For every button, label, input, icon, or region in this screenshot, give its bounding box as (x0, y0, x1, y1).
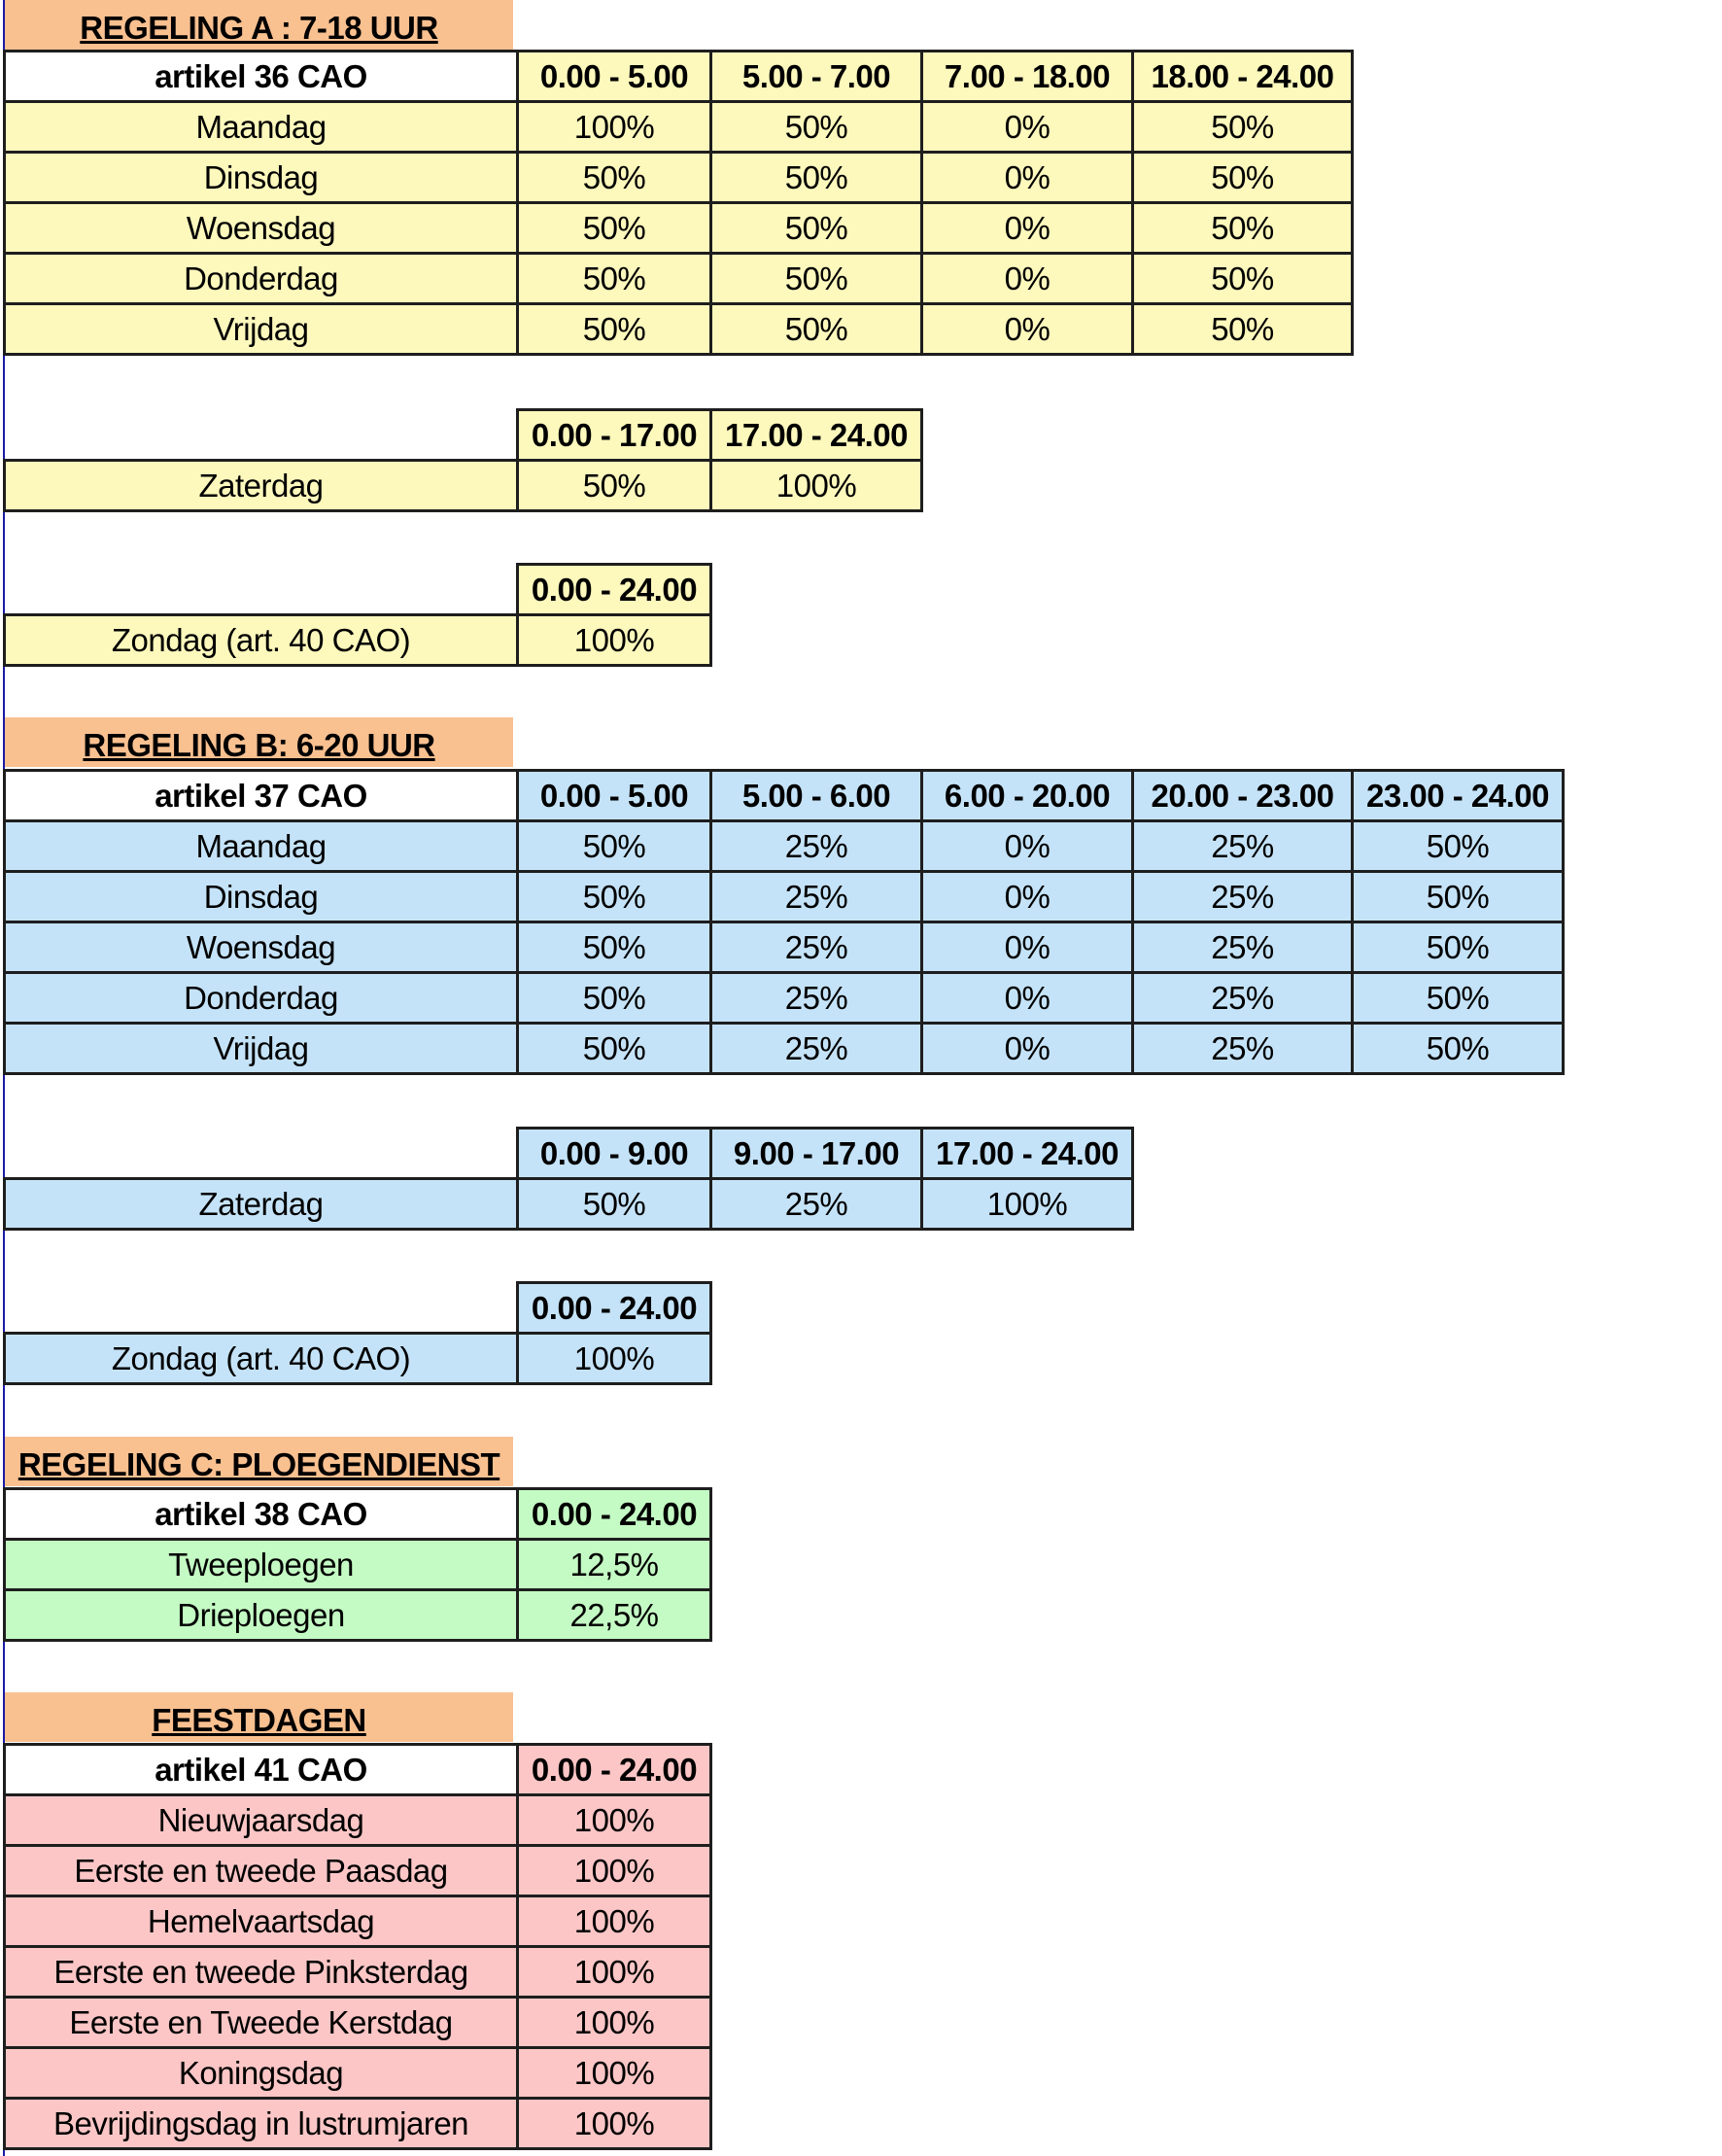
regeling-b-weekday-table (3, 769, 1565, 1075)
table-header-cell[interactable]: 5.00 - 6.00 (711, 771, 922, 821)
table-header-cell[interactable]: 23.00 - 24.00 (1353, 771, 1564, 821)
feestdagen-table (3, 1743, 712, 2150)
regeling-a-weekday-table (3, 50, 1354, 356)
table-header-cell[interactable]: 9.00 - 17.00 (711, 1129, 922, 1179)
percentage-cell[interactable]: 50% (1133, 203, 1353, 254)
table-header-cell[interactable]: 0.00 - 24.00 (518, 1489, 711, 1540)
day-cell[interactable]: Maandag (5, 821, 518, 872)
percentage-cell[interactable]: 50% (1353, 973, 1564, 1024)
table-header-cell[interactable]: artikel 38 CAO (5, 1489, 518, 1540)
percentage-cell[interactable]: 50% (1133, 153, 1353, 203)
percentage-cell[interactable]: 0% (922, 973, 1133, 1024)
table-row (5, 2099, 711, 2149)
day-cell[interactable]: Donderdag (5, 254, 518, 304)
empty-cell (5, 410, 518, 461)
percentage-cell[interactable]: 100% (518, 1947, 711, 1998)
percentage-cell[interactable]: 50% (518, 821, 711, 872)
table-header-cell[interactable]: artikel 37 CAO (5, 771, 518, 821)
table-row (5, 821, 1564, 872)
table-row (5, 1179, 1133, 1230)
day-cell[interactable]: Dinsdag (5, 872, 518, 922)
table-row (5, 1590, 711, 1641)
percentage-cell[interactable]: 0% (922, 254, 1133, 304)
table-header-row (5, 410, 922, 461)
holiday-cell[interactable]: Nieuwjaarsdag (5, 1795, 518, 1846)
holiday-cell[interactable]: Eerste en tweede Paasdag (5, 1846, 518, 1896)
holiday-cell[interactable]: Eerste en Tweede Kerstdag (5, 1998, 518, 2048)
table-header-cell[interactable]: 5.00 - 7.00 (711, 52, 922, 102)
percentage-cell[interactable]: 0% (922, 821, 1133, 872)
percentage-cell[interactable]: 50% (518, 203, 711, 254)
table-header-cell[interactable]: 0.00 - 5.00 (518, 52, 711, 102)
holiday-cell[interactable]: Koningsdag (5, 2048, 518, 2099)
day-cell[interactable]: Zaterdag (5, 461, 518, 511)
holiday-cell[interactable]: Eerste en tweede Pinksterdag (5, 1947, 518, 1998)
percentage-cell[interactable]: 100% (518, 1334, 711, 1384)
percentage-cell[interactable]: 25% (711, 1024, 922, 1074)
percentage-cell[interactable]: 100% (518, 615, 711, 666)
regeling-a-title: REGELING A : 7-18 UUR (5, 0, 513, 50)
day-cell[interactable]: Dinsdag (5, 153, 518, 203)
percentage-cell[interactable]: 25% (711, 973, 922, 1024)
feestdagen-title: FEESTDAGEN (5, 1692, 513, 1742)
percentage-cell[interactable]: 50% (518, 872, 711, 922)
percentage-cell[interactable]: 50% (518, 1179, 711, 1230)
percentage-cell[interactable]: 0% (922, 153, 1133, 203)
day-cell[interactable]: Vrijdag (5, 304, 518, 355)
day-cell[interactable]: Maandag (5, 102, 518, 153)
percentage-cell[interactable]: 25% (1133, 872, 1353, 922)
percentage-cell[interactable]: 0% (922, 1024, 1133, 1074)
day-cell[interactable]: Donderdag (5, 973, 518, 1024)
percentage-cell[interactable]: 50% (711, 203, 922, 254)
day-cell[interactable]: Vrijdag (5, 1024, 518, 1074)
percentage-cell[interactable]: 12,5% (518, 1540, 711, 1590)
shift-cell[interactable]: Drieploegen (5, 1590, 518, 1641)
percentage-cell[interactable]: 0% (922, 922, 1133, 973)
regeling-a-sunday-table (3, 563, 712, 667)
table-header-cell[interactable]: 17.00 - 24.00 (711, 410, 922, 461)
table-row (5, 153, 1353, 203)
table-header-cell[interactable]: 20.00 - 23.00 (1133, 771, 1353, 821)
percentage-cell[interactable]: 25% (711, 821, 922, 872)
percentage-cell[interactable]: 25% (711, 922, 922, 973)
table-row (5, 1998, 711, 2048)
table-row (5, 1846, 711, 1896)
day-cell[interactable]: Zaterdag (5, 1179, 518, 1230)
percentage-cell[interactable]: 100% (518, 1846, 711, 1896)
table-row (5, 1024, 1564, 1074)
day-cell[interactable]: Woensdag (5, 922, 518, 973)
table-header-cell[interactable]: 0.00 - 24.00 (518, 1283, 711, 1334)
holiday-cell[interactable]: Bevrijdingsdag in lustrumjaren (5, 2099, 518, 2149)
percentage-cell[interactable]: 25% (1133, 821, 1353, 872)
percentage-cell[interactable]: 25% (711, 1179, 922, 1230)
table-row (5, 102, 1353, 153)
percentage-cell[interactable]: 22,5% (518, 1590, 711, 1641)
regeling-b-sunday-table (3, 1281, 712, 1385)
table-row (5, 615, 711, 666)
percentage-cell[interactable]: 50% (518, 922, 711, 973)
percentage-cell[interactable]: 100% (922, 1179, 1133, 1230)
regeling-c-title: REGELING C: PLOEGENDIENST (5, 1437, 513, 1486)
table-row (5, 203, 1353, 254)
percentage-cell[interactable]: 50% (518, 254, 711, 304)
percentage-cell[interactable]: 50% (1133, 254, 1353, 304)
percentage-cell[interactable]: 100% (518, 1896, 711, 1947)
day-cell[interactable]: Zondag (art. 40 CAO) (5, 615, 518, 666)
percentage-cell[interactable]: 50% (711, 304, 922, 355)
holiday-cell[interactable]: Hemelvaartsdag (5, 1896, 518, 1947)
day-cell[interactable]: Woensdag (5, 203, 518, 254)
percentage-cell[interactable]: 50% (1133, 102, 1353, 153)
percentage-cell[interactable]: 50% (518, 973, 711, 1024)
percentage-cell[interactable]: 50% (1353, 872, 1564, 922)
percentage-cell[interactable]: 50% (518, 153, 711, 203)
regeling-b-saturday-table (3, 1127, 1134, 1231)
table-row (5, 872, 1564, 922)
table-row (5, 922, 1564, 973)
table-header-cell[interactable]: 17.00 - 24.00 (922, 1129, 1133, 1179)
percentage-cell[interactable]: 50% (711, 102, 922, 153)
table-row (5, 1896, 711, 1947)
regeling-a-saturday-table (3, 408, 923, 512)
table-header-cell[interactable]: 18.00 - 24.00 (1133, 52, 1353, 102)
table-header-row (5, 771, 1564, 821)
percentage-cell[interactable]: 25% (1133, 922, 1353, 973)
percentage-cell[interactable]: 0% (922, 304, 1133, 355)
percentage-cell[interactable]: 50% (518, 304, 711, 355)
table-header-cell[interactable]: 0.00 - 9.00 (518, 1129, 711, 1179)
percentage-cell[interactable]: 50% (1353, 821, 1564, 872)
percentage-cell[interactable]: 0% (922, 872, 1133, 922)
table-header-row (5, 1489, 711, 1540)
percentage-cell[interactable]: 50% (1133, 304, 1353, 355)
table-row (5, 1334, 711, 1384)
shift-cell[interactable]: Tweeploegen (5, 1540, 518, 1590)
table-row (5, 1540, 711, 1590)
empty-cell (5, 1283, 518, 1334)
day-cell[interactable]: Zondag (art. 40 CAO) (5, 1334, 518, 1384)
table-row (5, 461, 922, 511)
percentage-cell[interactable]: 50% (711, 254, 922, 304)
percentage-cell[interactable]: 100% (711, 461, 922, 511)
percentage-cell[interactable]: 100% (518, 102, 711, 153)
table-row (5, 1947, 711, 1998)
table-header-row (5, 1283, 711, 1334)
table-row (5, 973, 1564, 1024)
table-header-cell[interactable]: artikel 41 CAO (5, 1745, 518, 1795)
table-row (5, 304, 1353, 355)
percentage-cell[interactable]: 100% (518, 1998, 711, 2048)
percentage-cell[interactable]: 50% (711, 153, 922, 203)
percentage-cell[interactable]: 50% (518, 461, 711, 511)
percentage-cell[interactable]: 25% (1133, 973, 1353, 1024)
table-header-cell[interactable]: 7.00 - 18.00 (922, 52, 1133, 102)
table-header-cell[interactable]: 0.00 - 17.00 (518, 410, 711, 461)
table-header-row (5, 1745, 711, 1795)
table-header-cell[interactable]: 6.00 - 20.00 (922, 771, 1133, 821)
empty-cell (5, 1129, 518, 1179)
percentage-cell[interactable]: 100% (518, 2099, 711, 2149)
table-header-cell[interactable]: artikel 36 CAO (5, 52, 518, 102)
percentage-cell[interactable]: 50% (518, 1024, 711, 1074)
percentage-cell[interactable]: 100% (518, 2048, 711, 2099)
percentage-cell[interactable]: 100% (518, 1795, 711, 1846)
regeling-b-title: REGELING B: 6-20 UUR (5, 717, 513, 767)
table-row (5, 2048, 711, 2099)
percentage-cell[interactable]: 0% (922, 203, 1133, 254)
percentage-cell[interactable]: 50% (1353, 922, 1564, 973)
percentage-cell[interactable]: 25% (711, 872, 922, 922)
percentage-cell[interactable]: 0% (922, 102, 1133, 153)
table-header-cell[interactable]: 0.00 - 24.00 (518, 1745, 711, 1795)
regeling-c-table (3, 1487, 712, 1642)
table-row (5, 1795, 711, 1846)
table-header-row (5, 565, 711, 615)
table-header-row (5, 52, 1353, 102)
percentage-cell[interactable]: 50% (1353, 1024, 1564, 1074)
table-header-cell[interactable]: 0.00 - 24.00 (518, 565, 711, 615)
table-header-row (5, 1129, 1133, 1179)
table-header-cell[interactable]: 0.00 - 5.00 (518, 771, 711, 821)
empty-cell (5, 565, 518, 615)
percentage-cell[interactable]: 25% (1133, 1024, 1353, 1074)
table-row (5, 254, 1353, 304)
